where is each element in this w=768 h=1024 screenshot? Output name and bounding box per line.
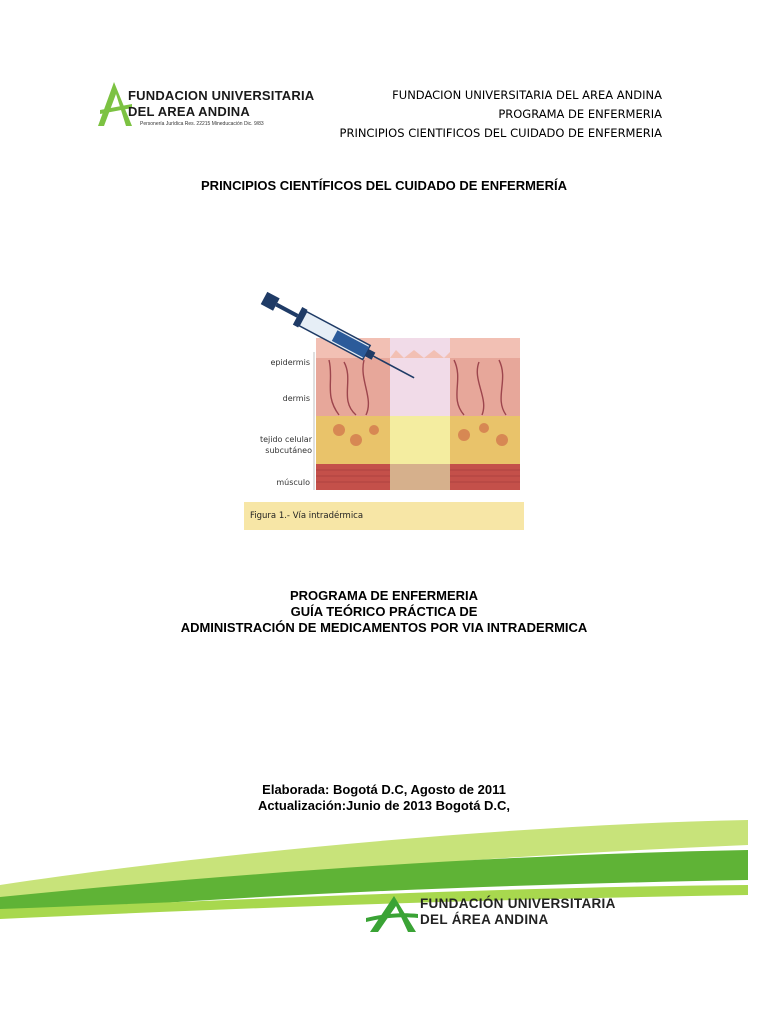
guide-subject: ADMINISTRACIÓN DE MEDICAMENTOS POR VIA INTRADERMICA bbox=[180, 620, 588, 635]
program-name: PROGRAMA DE ENFERMERIA bbox=[289, 588, 479, 603]
updated-date: Actualización:Junio de 2013 Bogotá D.C, bbox=[257, 798, 511, 813]
guide-type: GUÍA TEÓRICO PRÁCTICA DE bbox=[290, 604, 478, 619]
footer-logo-line-1: FUNDACIÓN UNIVERSITARIA bbox=[420, 896, 616, 911]
elaborated-date: Elaborada: Bogotá D.C, Agosto de 2011 bbox=[262, 782, 506, 797]
footer-logo-line-2: DEL ÁREA ANDINA bbox=[420, 912, 549, 927]
skin-layers-illustration bbox=[244, 280, 526, 502]
andina-a-icon bbox=[364, 894, 420, 934]
header-course: PRINCIPIOS CIENTIFICOS DEL CUIDADO DE ENFERMERIA bbox=[339, 126, 662, 140]
label-epidermis: epidermis bbox=[270, 358, 310, 367]
header-logo bbox=[96, 80, 315, 130]
label-muscle: músculo bbox=[276, 478, 310, 487]
intradermal-figure bbox=[244, 280, 526, 530]
logo-line-1: FUNDACION UNIVERSITARIA bbox=[128, 88, 315, 103]
logo-line-2: DEL AREA ANDINA bbox=[128, 104, 250, 119]
dates-block bbox=[0, 782, 768, 814]
program-block bbox=[0, 588, 768, 636]
label-subcutaneous-2: subcutáneo bbox=[265, 446, 312, 455]
logo-legal-text: Personería Jurídica Res. 22215 Mineducación Dic. 9/83 bbox=[140, 121, 264, 127]
figure-caption: Figura 1.- Vía intradérmica bbox=[244, 502, 524, 530]
header-text-block bbox=[340, 86, 662, 143]
header-program: PROGRAMA DE ENFERMERIA bbox=[498, 107, 662, 121]
label-subcutaneous-1: tejido celular bbox=[259, 435, 312, 444]
footer-logo bbox=[364, 892, 644, 936]
document-title: PRINCIPIOS CIENTÍFICOS DEL CUIDADO DE ENFERMERÍA bbox=[201, 178, 567, 193]
label-dermis: dermis bbox=[282, 394, 310, 403]
header-institution: FUNDACION UNIVERSITARIA DEL AREA ANDINA bbox=[392, 88, 662, 102]
